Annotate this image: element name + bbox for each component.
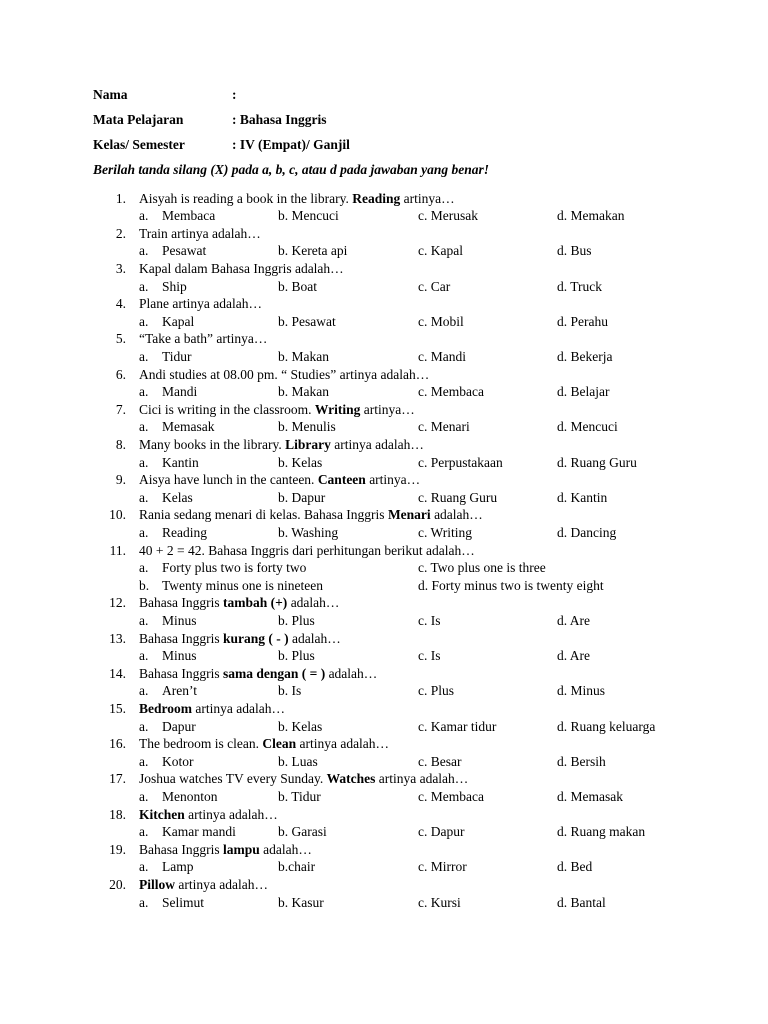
question-number: 15. <box>109 700 126 716</box>
option-a-letter: a. <box>139 788 149 804</box>
question-keyword: sama dengan ( = ) <box>222 665 326 681</box>
option-b[interactable]: b. Pesawat <box>278 313 336 329</box>
option-c[interactable]: c. Membaca <box>418 384 484 400</box>
option-a[interactable] <box>139 612 197 630</box>
option-a[interactable] <box>139 823 236 841</box>
options-row <box>0 612 768 630</box>
question-row <box>0 735 768 753</box>
question-row <box>0 542 768 560</box>
question-text-part: adalah… <box>430 507 483 523</box>
option-d[interactable]: d. Perahu <box>557 313 608 329</box>
question-text-part: artinya adalah… <box>192 700 285 716</box>
option-d[interactable]: d. Bersih <box>557 753 606 769</box>
option-b[interactable]: b. Dapur <box>278 489 326 505</box>
option-d[interactable]: d. Belajar <box>557 384 610 400</box>
question-keyword: Clean <box>262 736 297 752</box>
option-a[interactable] <box>139 489 193 507</box>
option-a-letter: a. <box>139 313 149 329</box>
question-text-part: “Take a bath” artinya… <box>139 331 268 347</box>
option-d[interactable]: d. Memasak <box>557 788 623 804</box>
question-text-part: 40 + 2 = 42. Bahasa Inggris dari perhitungan berikut adalah… <box>139 542 475 558</box>
option-a-letter: a. <box>139 384 149 400</box>
question-number: 3. <box>115 260 126 276</box>
question-number: 5. <box>115 331 126 347</box>
question-row <box>0 260 768 278</box>
option-d[interactable]: d. Bekerja <box>557 348 613 364</box>
option-b[interactable]: b. Kereta api <box>278 243 348 259</box>
question-text-part: Rania sedang menari di kelas. Bahasa Inggris <box>139 507 388 523</box>
option-b[interactable]: b. Luas <box>278 753 318 769</box>
option-c[interactable]: c. Menari <box>418 419 470 435</box>
question-text <box>139 436 424 454</box>
question-text-part: artinya… <box>365 472 421 488</box>
option-left-text: Twenty minus one is nineteen <box>162 577 324 593</box>
question-row <box>0 770 768 788</box>
question-text-part: Aisyah is reading a book in the library. <box>139 190 353 206</box>
question-keyword: Bedroom <box>139 700 192 716</box>
question-text-part: adalah… <box>325 665 378 681</box>
option-b[interactable]: b. Plus <box>278 612 315 628</box>
option-b[interactable]: b. Menulis <box>278 419 336 435</box>
option-c[interactable]: c. Kamar tidur <box>418 718 497 734</box>
question-text-part: Many books in the library. <box>139 436 286 452</box>
option-b[interactable]: b. Tidur <box>278 788 321 804</box>
option-a-text: Ship <box>162 278 187 294</box>
question-number: 14. <box>109 665 126 681</box>
question-text-part: Kapal dalam Bahasa Inggris adalah… <box>139 260 344 276</box>
option-a-letter: a. <box>139 753 149 769</box>
options-row <box>0 718 768 736</box>
option-a-letter: a. <box>139 243 149 259</box>
option-a-text: Selimut <box>162 894 205 910</box>
option-a-letter: a. <box>139 348 149 364</box>
kelas-label: Kelas/ Semester <box>93 137 185 152</box>
options-row <box>0 559 768 577</box>
option-a-text: Kelas <box>162 489 193 505</box>
options-row <box>0 454 768 472</box>
mapel-value: : Bahasa Inggris <box>232 112 327 127</box>
option-a[interactable] <box>139 788 218 806</box>
question-text-part: artinya… <box>400 190 455 206</box>
question-row <box>0 806 768 824</box>
question-number: 18. <box>109 806 126 822</box>
option-d[interactable]: d. Memakan <box>557 208 625 224</box>
option-d[interactable]: d. Bed <box>557 859 593 875</box>
option-b[interactable]: b. Plus <box>278 648 315 664</box>
option-a[interactable] <box>139 242 206 260</box>
options-row <box>0 348 768 366</box>
option-c[interactable]: c. Ruang Guru <box>418 489 498 505</box>
question-row <box>0 471 768 489</box>
option-a-letter: a. <box>139 859 149 875</box>
option-c[interactable]: c. Perpustakaan <box>418 454 503 470</box>
option-a-letter: a. <box>139 824 149 840</box>
option-b[interactable]: b. Washing <box>278 524 339 540</box>
option-d[interactable]: d. Mencuci <box>557 419 618 435</box>
question-number: 17. <box>109 771 126 787</box>
question-text <box>139 700 285 718</box>
option-a[interactable] <box>139 682 197 700</box>
option-a[interactable] <box>139 718 196 736</box>
question-number: 20. <box>109 876 126 892</box>
options-row <box>0 858 768 876</box>
question-number: 12. <box>109 595 126 611</box>
option-d[interactable]: d. Kantin <box>557 489 608 505</box>
option-left[interactable] <box>139 559 306 577</box>
question-text <box>139 735 389 753</box>
option-c[interactable]: c. Mandi <box>418 348 466 364</box>
question-text <box>139 330 267 348</box>
question-number: 10. <box>109 507 126 523</box>
instruction: Berilah tanda silang (X) pada a, b, c, atau d pada jawaban yang benar! <box>93 162 490 177</box>
option-a-text: Reading <box>162 524 207 540</box>
option-a[interactable] <box>139 383 197 401</box>
question-text-part: Cici is writing in the classroom. <box>139 401 315 417</box>
option-b[interactable]: b. Boat <box>278 278 317 294</box>
options-row <box>0 524 768 542</box>
option-a-letter: a. <box>139 648 149 664</box>
option-a-letter: a. <box>139 718 149 734</box>
option-right[interactable]: c. Two plus one is three <box>418 560 546 576</box>
question-text <box>139 260 344 278</box>
option-a-letter: a. <box>139 524 149 540</box>
option-d[interactable]: d. Truck <box>557 278 603 294</box>
option-c[interactable]: c. Car <box>418 278 451 294</box>
option-a-text: Lamp <box>162 859 194 875</box>
option-a[interactable] <box>139 858 194 876</box>
question-text-part: adalah… <box>259 841 312 857</box>
question-text <box>139 594 339 612</box>
question-number: 7. <box>115 401 126 417</box>
option-d[interactable]: d. Bus <box>557 243 592 259</box>
question-row <box>0 876 768 894</box>
question-keyword: Reading <box>352 190 401 206</box>
options-row <box>0 278 768 296</box>
option-a-text: Menonton <box>162 788 218 804</box>
option-c[interactable]: c. Kapal <box>418 243 463 259</box>
question-text-part: adalah… <box>288 630 341 646</box>
question-keyword: Watches <box>326 771 376 787</box>
question-text <box>139 471 420 489</box>
option-a[interactable] <box>139 753 194 771</box>
question-keyword: lampu <box>222 841 260 857</box>
option-c[interactable]: c. Is <box>418 612 441 628</box>
question-number: 13. <box>109 630 126 646</box>
option-a-text: Aren’t <box>162 683 197 699</box>
option-c[interactable]: c. Membaca <box>418 788 484 804</box>
option-b[interactable]: b. Kasur <box>278 894 324 910</box>
question-text-part: The bedroom is clean. <box>139 736 263 752</box>
option-d[interactable]: d. Ruang keluarga <box>557 718 656 734</box>
option-b[interactable]: b. Mencuci <box>278 208 339 224</box>
option-a-text: Memasak <box>162 419 215 435</box>
options-row <box>0 489 768 507</box>
option-c[interactable]: c. Writing <box>418 524 472 540</box>
option-a[interactable] <box>139 418 214 436</box>
option-c[interactable]: c. Dapur <box>418 824 465 840</box>
question-text-part: artinya adalah… <box>184 806 278 822</box>
question-text <box>139 770 468 788</box>
option-a-letter: a. <box>139 894 149 910</box>
option-a-letter: a. <box>139 419 149 435</box>
option-d[interactable]: d. Are <box>557 648 590 664</box>
question-text-part: artinya… <box>360 401 415 417</box>
options-row <box>0 753 768 771</box>
question-text <box>139 190 455 208</box>
options-row <box>0 894 768 912</box>
question-row <box>0 700 768 718</box>
question-number: 6. <box>115 366 126 382</box>
option-a-letter: a. <box>139 208 149 224</box>
question-keyword: Writing <box>314 401 361 417</box>
option-c[interactable]: c. Kursi <box>418 894 461 910</box>
question-row <box>0 665 768 683</box>
option-left[interactable] <box>139 577 323 595</box>
question-text-part: Plane artinya adalah… <box>139 296 262 312</box>
option-c[interactable]: c. Besar <box>418 753 462 769</box>
option-a-text: Minus <box>162 648 197 664</box>
question-text-part: Andi studies at 08.00 pm. “ Studies” artinya adalah… <box>139 366 430 382</box>
option-a-letter: a. <box>139 278 149 294</box>
question-text-part: Bahasa Inggris <box>139 595 223 611</box>
option-d[interactable]: d. Minus <box>557 683 606 699</box>
question-text-part: Aisya have lunch in the canteen. <box>139 472 318 488</box>
options-row <box>0 682 768 700</box>
option-b[interactable]: b. Kelas <box>278 718 323 734</box>
option-c[interactable]: c. Plus <box>418 683 455 699</box>
question-number: 8. <box>115 436 126 452</box>
question-text <box>139 366 429 384</box>
options-row <box>0 788 768 806</box>
question-number: 16. <box>109 736 126 752</box>
question-text <box>139 876 268 894</box>
option-c[interactable]: c. Is <box>418 648 441 664</box>
question-number: 4. <box>115 296 126 312</box>
question-row <box>0 436 768 454</box>
option-c[interactable]: c. Mobil <box>418 313 464 329</box>
question-text <box>139 806 278 824</box>
option-b[interactable]: b. Garasi <box>278 824 327 840</box>
options-row <box>0 823 768 841</box>
question-text-part: Joshua watches TV every Sunday. <box>139 771 327 787</box>
question-row <box>0 190 768 208</box>
kelas-value: : IV (Empat)/ Ganjil <box>232 137 350 152</box>
option-b[interactable]: b. Is <box>278 683 302 699</box>
question-text-part: adalah… <box>287 595 340 611</box>
option-b[interactable]: b. Kelas <box>278 454 323 470</box>
question-row <box>0 401 768 419</box>
question-text-part: Bahasa Inggris <box>139 665 223 681</box>
option-a-text: Mandi <box>162 384 198 400</box>
option-a-text: Minus <box>162 612 197 628</box>
option-a-letter: a. <box>139 489 149 505</box>
option-a[interactable] <box>139 348 192 366</box>
option-a[interactable] <box>139 454 199 472</box>
option-a-text: Pesawat <box>162 243 207 259</box>
option-a[interactable] <box>139 313 194 331</box>
option-right[interactable]: d. Forty minus two is twenty eight <box>418 577 604 593</box>
option-letter: b. <box>139 577 150 593</box>
question-text <box>139 295 262 313</box>
question-text <box>139 401 415 419</box>
option-a-text: Kantin <box>162 454 199 470</box>
option-b[interactable]: b. Makan <box>278 384 329 400</box>
question-text-part: Bahasa Inggris <box>139 841 223 857</box>
option-a-text: Kamar mandi <box>162 824 236 840</box>
option-a-letter: a. <box>139 454 149 470</box>
question-keyword: tambah (+) <box>222 595 288 611</box>
option-c[interactable]: c. Mirror <box>418 859 467 875</box>
question-text-part: artinya adalah… <box>375 771 469 787</box>
option-a-text: Dapur <box>162 718 196 734</box>
option-a[interactable] <box>139 647 197 665</box>
option-d[interactable]: d. Ruang Guru <box>557 454 637 470</box>
option-d[interactable]: d. Ruang makan <box>557 824 646 840</box>
question-keyword: Kitchen <box>139 806 185 822</box>
option-a[interactable] <box>139 894 204 912</box>
option-a[interactable] <box>139 207 215 225</box>
option-c[interactable]: c. Merusak <box>418 208 478 224</box>
question-row <box>0 295 768 313</box>
option-a-text: Tidur <box>162 348 192 364</box>
question-number: 11. <box>109 542 126 558</box>
option-letter: a. <box>139 560 149 576</box>
question-text-part: artinya adalah… <box>296 736 390 752</box>
question-number: 19. <box>109 841 126 857</box>
options-row <box>0 383 768 401</box>
options-row <box>0 647 768 665</box>
nama-label: Nama <box>93 87 128 102</box>
question-row <box>0 630 768 648</box>
question-number: 1. <box>115 190 126 206</box>
question-row <box>0 506 768 524</box>
nama-value: : <box>232 87 237 102</box>
option-b[interactable]: b. Makan <box>278 348 329 364</box>
question-text <box>139 665 377 683</box>
options-row <box>0 313 768 331</box>
question-row <box>0 225 768 243</box>
option-a-letter: a. <box>139 683 149 699</box>
options-row <box>0 207 768 225</box>
option-d[interactable]: d. Dancing <box>557 524 617 540</box>
question-row <box>0 841 768 859</box>
question-row <box>0 330 768 348</box>
options-row <box>0 242 768 260</box>
question-text-part: Bahasa Inggris <box>139 630 223 646</box>
option-left-text: Forty plus two is forty two <box>162 560 307 576</box>
question-keyword: Menari <box>387 507 431 523</box>
option-a-text: Membaca <box>162 208 216 224</box>
options-row <box>0 418 768 436</box>
mapel-label: Mata Pelajaran <box>93 112 184 127</box>
question-text <box>139 542 475 560</box>
question-keyword: Canteen <box>317 472 366 488</box>
option-a-text: Kotor <box>162 753 194 769</box>
question-row <box>0 366 768 384</box>
option-d[interactable]: d. Bantal <box>557 894 606 910</box>
option-b[interactable]: b.chair <box>278 859 316 875</box>
option-a-letter: a. <box>139 612 149 628</box>
question-row <box>0 594 768 612</box>
question-text <box>139 841 312 859</box>
question-text <box>139 225 261 243</box>
option-a-text: Kapal <box>162 313 195 329</box>
question-number: 2. <box>115 225 126 241</box>
option-a[interactable] <box>139 524 207 542</box>
question-keyword: kurang ( - ) <box>222 630 289 646</box>
question-text-part: Train artinya adalah… <box>139 225 261 241</box>
option-d[interactable]: d. Are <box>557 612 590 628</box>
question-text <box>139 506 483 524</box>
options-row <box>0 577 768 595</box>
option-a[interactable] <box>139 278 187 296</box>
question-text-part: artinya adalah… <box>175 876 268 892</box>
question-keyword: Pillow <box>139 876 175 892</box>
question-number: 9. <box>115 472 126 488</box>
question-keyword: Library <box>285 436 331 452</box>
question-text-part: artinya adalah… <box>330 436 424 452</box>
question-text <box>139 630 341 648</box>
